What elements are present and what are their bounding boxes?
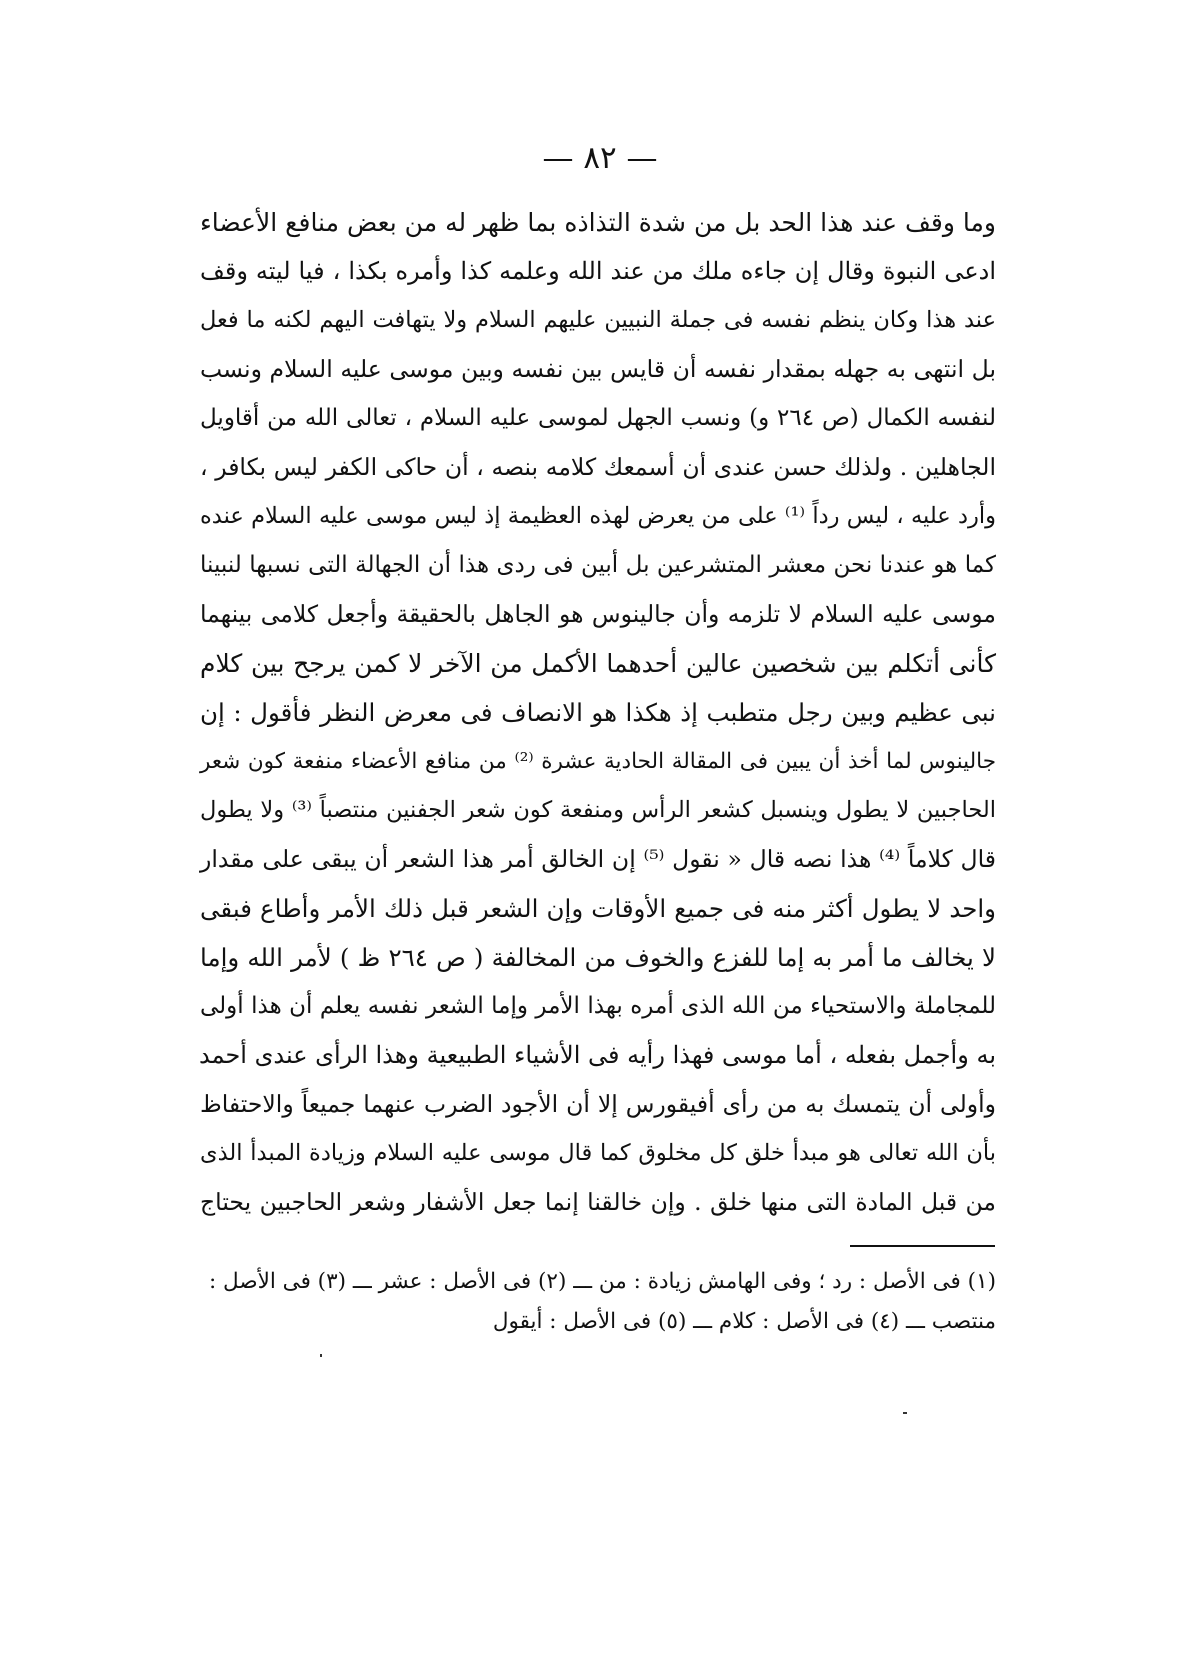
body-line-15: واحد لا يطول أكثر منه فى جميع الأوقات وإن الشعر قبل ذلك الأمر وأطاع فبقى [200,894,996,923]
body-line-10: كأنى أتكلم بين شخصين عالين أحدهما الأكمل من الآخر لا كمن يرجح بين كلام [200,649,996,678]
body-line-3: عند هذا وكان ينظم نفسه فى جملة النبيين عليهم السلام ولا يتهافت اليهم لكنه ما فعل [200,307,996,333]
body-line-16: لا يخالف ما أمر به إما للفزع والخوف من المخالفة ( ص ٢٦٤ ظ ) لأمر الله وإما [200,943,996,972]
body-line-8: كما هو عندنا نحن معشر المتشرعين بل أبين فى ردى هذا أن الجهالة التى نسبها لنبينا [200,552,996,578]
scan-speck [320,1354,322,1357]
body-line-1: وما وقف عند هذا الحد بل من شدة التذاذه بما ظهر له من بعض منافع الأعضاء [200,208,996,237]
body-line-5: لنفسه الكمال (ص ٢٦٤ و) ونسب الجهل لموسى عليه السلام ، تعالى الله من أقاويل [200,405,996,431]
body-line-11: نبى عظيم وبين رجل متطبب إذ هكذا هو الانصاف فى معرض النظر فأقول : إن [200,698,996,727]
body-line-13: الحاجبين لا يطول وينسبل كشعر الرأس ومنفعة كون شعر الجفنين منتصباً ⁽³⁾ ولا يطول [200,797,996,823]
footnote-line-1: (١) فى الأصل : رد ؛ وفى الهامش زيادة : من ـــ (٢) فى الأصل : عشر ـــ (٣) فى الأصل : [208,1269,996,1294]
body-line-7: وأرد عليه ، ليس رداً ⁽¹⁾ على من يعرض لهذه العظيمة إذ ليس موسى عليه السلام عنده [200,503,996,529]
body-line-19: وأولى أن يتمسك به من رأى أفيقورس إلا أن الأجود الضرب عنهما جميعاً والاحتفاظ [200,1090,996,1118]
body-line-18: به وأجمل بفعله ، أما موسى فهذا رأيه فى الأشياء الطبيعية وهذا الرأى عندى أحمد [199,1041,996,1069]
body-line-14: قال كلاماً ⁽⁴⁾ هذا نصه قال « نقول ⁽⁵⁾ إن الخالق أمر هذا الشعر أن يبقى على مقدار [200,845,996,873]
footnotes [200,1262,996,1342]
body-line-4: بل انتهى به جهله بمقدار نفسه أن قايس بين نفسه وبين موسى عليه السلام ونسب [200,355,996,383]
body-line-17: للمجاملة والاستحياء من الله الذى أمره بهذا الأمر وإما الشعر نفسه يعلم أن هذا أولى [200,993,996,1019]
scan-speck [903,1412,907,1414]
body-line-12: جالينوس لما أخذ أن يبين فى المقالة الحادية عشرة ⁽²⁾ من منافع الأعضاء منفعة كون شعر [200,749,996,774]
footnote-line-2: منتصب ـــ (٤) فى الأصل : كلام ـــ (٥) فى الأصل : أيقول [492,1309,996,1334]
body-line-2: ادعى النبوة وقال إن جاءه ملك من عند الله وعلمه كذا وأمره بكذا ، فيا ليته وقف [200,257,996,285]
body-line-6: الجاهلين . ولذلك حسن عندى أن أسمعك كلامه بنصه ، أن حاكى الكفر ليس بكافر ، [200,453,996,481]
body-line-9: موسى عليه السلام لا تلزمه وأن جالينوس هو الجاهل بالحقيقة وأجعل كلامى بينهما [200,600,996,628]
body-text [200,198,996,1227]
page-number: — ٨٢ — [542,140,658,176]
body-line-20: بأن الله تعالى هو مبدأ خلق كل مخلوق كما قال موسى عليه السلام وزيادة المبدأ الذى [200,1140,996,1166]
footnote-separator [850,1245,995,1247]
body-line-21: من قبل المادة التى منها خلق . وإن خالقنا إنما جعل الأشفار وشعر الحاجبين يحتاج [200,1188,996,1216]
